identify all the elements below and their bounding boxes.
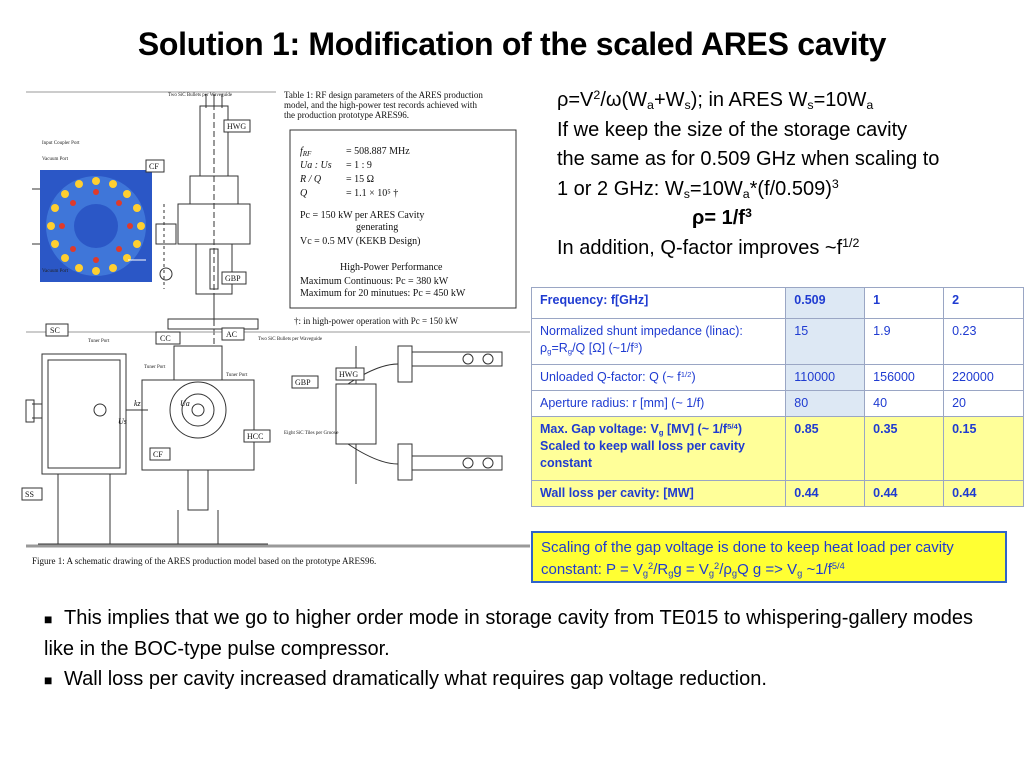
formula-block	[557, 86, 1017, 263]
table-cell: 40	[865, 391, 944, 417]
table-cell: 0.23	[944, 319, 1024, 365]
table-cell: 0.44	[786, 481, 865, 507]
table-cell: Aperture radius: r [mm] (~ 1/f)	[532, 391, 786, 417]
slide-title: Solution 1: Modification of the scaled ARES cavity	[137, 26, 887, 62]
label-vacuum-port-2: Vacuum Port	[42, 269, 68, 274]
table-row	[532, 365, 1024, 391]
label-cc: CC	[160, 334, 171, 343]
svg-text:Ua : Us: Ua : Us	[300, 160, 332, 171]
label-ac: AC	[226, 330, 238, 339]
list-item: ■ This implies that we go to higher order mode in storage cavity from TE015 to whispering-gallery modes like in the BOC-type pulse compressor.	[44, 603, 1004, 664]
label-tuner-port-3: Tuner Port	[226, 373, 248, 378]
table-row	[532, 391, 1024, 417]
table-cell: 156000	[865, 365, 944, 391]
table-cell: 80	[786, 391, 865, 417]
label-hwg-2: HWG	[339, 370, 359, 379]
hp-title: High-Power Performance	[340, 262, 443, 273]
table-cell: 1.9	[865, 319, 944, 365]
label-tuner-port-1: Tuner Port	[88, 339, 110, 344]
formula-line-4: 1 or 2 GHz: $W_s=10W_a*(f/0.509)^3$	[557, 176, 839, 201]
label-sic-tiles: Eight SiC Tiles per Groove	[284, 431, 339, 436]
label-sic-bullets-2: Two SiC Bullets per Waveguide	[258, 337, 323, 342]
label-gbp-2: GBP	[295, 378, 311, 387]
hp-max-cont: Maximum Continuous: Pc = 380 kW	[300, 276, 449, 287]
label-input-coupler: Input Coupler Port	[42, 141, 80, 146]
formula-line-2: If we keep the size of the storage cavity	[557, 118, 908, 141]
formula-line-3: the same as for 0.509 GHz when scaling to	[557, 148, 940, 170]
param-vc: Vc = 0.5 MV (KEKB Design)	[300, 236, 421, 247]
list-item: ■ Wall loss per cavity increased dramatically what requires gap voltage reduction.	[44, 664, 1004, 695]
bullet-icon: ■	[44, 611, 53, 627]
param-generating: generating	[356, 222, 399, 233]
bullet-icon: ■	[44, 672, 53, 688]
table-cell: 2	[944, 288, 1024, 319]
figure-caption: Figure 1: A schematic drawing of the ARES production model based on the prototype ARES96.	[32, 556, 377, 566]
table-cell: 20	[944, 391, 1024, 417]
label-sic-bullets-1: Two SiC Bullets per Waveguide	[168, 93, 233, 98]
table-cell: Wall loss per cavity: [MW]	[532, 481, 786, 507]
label-tuner-port-2: Tuner Port	[144, 365, 166, 370]
ares-cavity-drawing	[18, 84, 530, 570]
table-cell: 0.44	[944, 481, 1024, 507]
table-row	[532, 288, 1024, 319]
label-hwg: HWG	[227, 122, 247, 131]
param-q: = 1.1 × 10⁵ †	[346, 188, 399, 199]
gap-voltage-note: Scaling of the gap voltage is done to keep heat load per cavity constant: $P = V_g^2/R_gg = V_g^2/\rho_gQ$ $g => V_g$ $\sim 1/f^{5/4}$	[531, 531, 1007, 583]
dagger-note: †: in high-power operation with Pc = 150 kW	[294, 316, 459, 326]
table-cell: 110000	[786, 365, 865, 391]
label-cf: CF	[149, 162, 159, 171]
table-cell: 0.509	[786, 288, 865, 319]
table-cell: Unloaded Q-factor: Q (~ $f^{1/2}$)	[532, 365, 786, 391]
table1-caption: Table 1: RF design parameters of the ARES production model, and the high-power test records achieved with the production prototype ARES96.	[284, 90, 483, 120]
param-frf: = 508.887 MHz	[346, 146, 410, 157]
scaling-table	[531, 287, 1024, 507]
hp-max-20: Maximum for 20 minutues: Pc = 450 kW	[300, 288, 466, 299]
table-row	[532, 481, 1024, 507]
label-kz: kz	[134, 399, 141, 408]
table-cell: 0.15	[944, 417, 1024, 481]
svg-text:Q: Q	[300, 188, 308, 199]
table-cell: 0.44	[865, 481, 944, 507]
label-ss: SS	[25, 490, 34, 499]
label-sc: SC	[50, 326, 60, 335]
formula-line-6: In addition, Q-factor improves $\sim f^{1/2}$	[557, 235, 860, 259]
param-pc: Pc = 150 kW per ARES Cavity	[300, 210, 425, 221]
table-cell: 220000	[944, 365, 1024, 391]
label-hcc: HCC	[247, 432, 264, 441]
table-cell: 0.35	[865, 417, 944, 481]
label-gbp: GBP	[225, 274, 241, 283]
label-cf-2: CF	[153, 450, 163, 459]
table-cell: Frequency: f[GHz]	[532, 288, 786, 319]
label-us: Us	[118, 417, 127, 426]
formula-line-1: $\rho=V^2/\omega(W_a+W_s)$; in ARES $W_s=10W_a$	[557, 88, 874, 113]
table-cell: Max. Gap voltage: $V_g$ [MV] (~ $1/f^{5/4}$) Scaled to keep wall loss per cavity constant	[532, 417, 786, 481]
table-row	[532, 417, 1024, 481]
table-cell: 0.85	[786, 417, 865, 481]
table-row	[532, 319, 1024, 365]
label-ua: Ua	[180, 399, 190, 408]
svg-text:R / Q: R / Q	[300, 174, 322, 185]
svg-text:fRF: $f_{RF}$	[300, 146, 312, 158]
table-cell: 15	[786, 319, 865, 365]
table-cell: 1	[865, 288, 944, 319]
formula-line-5: $\rho= 1/f^3$	[692, 206, 752, 229]
label-vacuum-port-1: Vacuum Port	[42, 157, 68, 162]
param-rq: = 15 Ω	[346, 174, 375, 185]
param-uaus: = 1 : 9	[346, 160, 372, 171]
table-cell: Normalized shunt impedance (linac): $\rho_g=R_g/Q$ [Ω] $(\sim 1/f^3)$	[532, 319, 786, 365]
bullet-list	[44, 603, 1004, 695]
